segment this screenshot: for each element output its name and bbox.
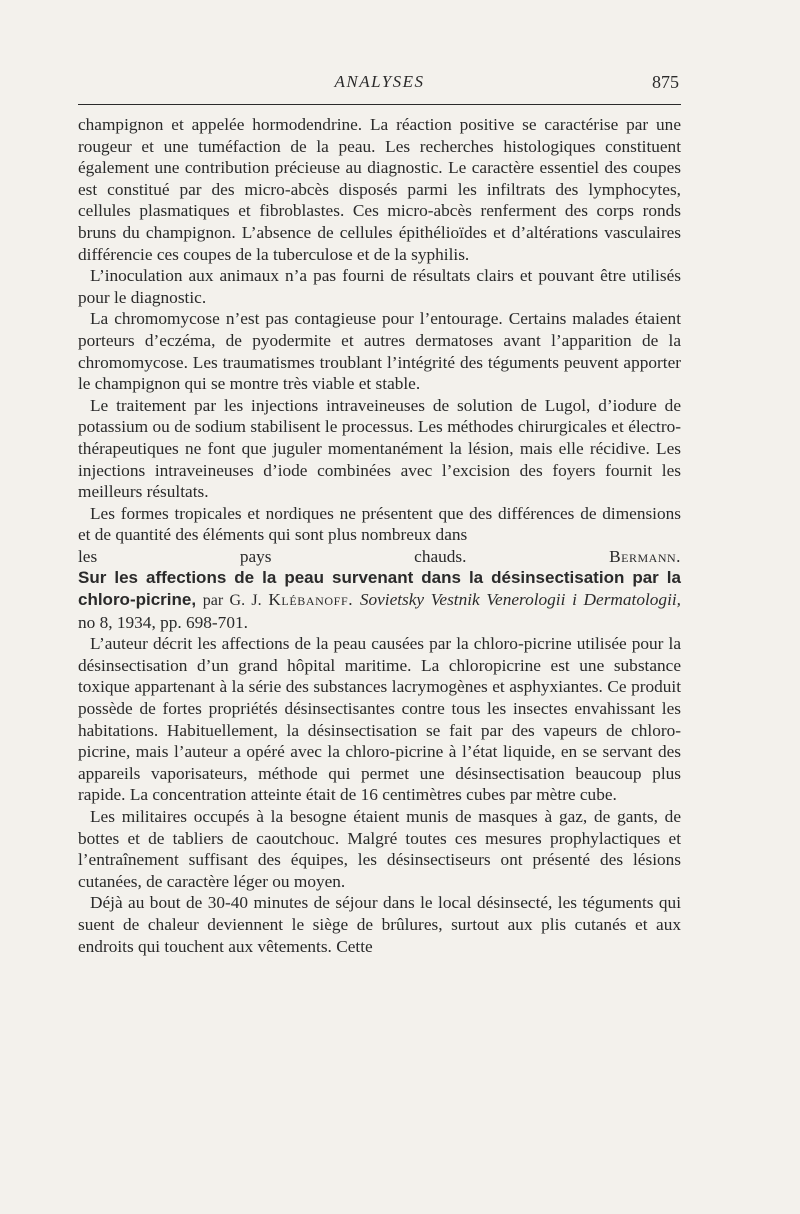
signature: Bermann. — [609, 546, 681, 566]
article-heading — [78, 567, 681, 633]
paragraph-last — [78, 503, 681, 546]
page-number: 875 — [652, 72, 679, 92]
byline-prefix: par G. J. — [202, 592, 262, 610]
paragraph: L’auteur décrit les affections de la peau causées par la chloro-picrine utilisée pour la désinsectisation d’un grand hôpital maritime. La chloropicrine est une substance toxique appartenant à la série des substances lacrymogènes et asphyxiantes. Ce produit possède de fortes propriétés désinsectisantes contre tous les insectes envahissant les habitations. Habituellement, la désinsectisation se fait par des vapeurs de chloro-picrine, mais l’auteur a opéré avec la chloro-picrine à l’état liquide, en se servant des appareils vaporisateurs, méthode qui permet une désinsectisation beaucoup plus rapide. La concentration atteinte était de 16 centimètres cubes par mètre cube. — [78, 634, 681, 805]
paragraph-line: de dimensions et de quantité des éléments qui sont plus nombreux dans — [78, 503, 681, 545]
running-title: ANALYSES — [334, 72, 425, 91]
paragraph: Le traitement par les injections intraveineuses de solution de Lugol, d’iodure de potassium ou de sodium stabilisent le processus. Les méthodes chirurgicales et électro-thérapeutiques ne font que juguler momentanément la lésion, mais elle récidive. Les injections intraveineuses d’iode combinées avec l’excision des foyers fournit les meilleurs résultats. — [78, 395, 681, 502]
page-header — [78, 70, 681, 100]
paragraph: L’inoculation aux animaux n’a pas fourni de résultats clairs et pouvant être utilisés pour le diagnostic. — [78, 266, 681, 307]
author-name: Klébanoff. — [268, 590, 354, 610]
body-text — [78, 114, 681, 957]
paragraph-line: Les formes tropicales et nordiques ne présentent que des différences — [90, 503, 575, 523]
citation-issue: no 8, 1934, pp. 698-701. — [78, 612, 248, 632]
article-title: Sur les affections de la peau survenant dans la désinsectisation par la chloro-picrine, — [78, 568, 681, 610]
paragraph: Déjà au bout de 30-40 minutes de séjour dans le local désinsecté, les téguments qui suent de chaleur deviennent le siège de brûlures, surtout aux plis cutanés et aux endroits qui touchent aux vêtements. Cette — [78, 893, 681, 956]
header-rule — [78, 104, 681, 105]
paragraph: champignon et appelée hormodendrine. La réaction positive se caractérise par une rougeur et une tuméfaction de la peau. Les recherches histologiques constituent également une contribution précieuse au diagnostic. Le caractère essentiel des coupes est constitué par des micro-abcès disposés parmi les infiltrats des lymphocytes, cellules plasmatiques et fibroblastes. Ces micro-abcès renferment des corps ronds bruns du champignon. L’absence de cellules épithélioïdes et d’altérations vasculaires différencie ces coupes de la tuberculose et de la syphilis. — [78, 115, 681, 264]
paragraph: La chromomycose n’est pas contagieuse pour l’entourage. Certains malades étaient porteurs d’eczéma, de pyodermite et autres dermatoses avant l’apparition de la chromomycose. Les traumatismes troublant l’intégrité des téguments peuvent apporter le champignon qui se montre très viable et stable. — [78, 309, 681, 394]
paragraph-line: les pays chauds. — [78, 546, 467, 566]
paragraph: Les militaires occupés à la besogne étaient munis de masques à gaz, de gants, de bottes et de tabliers de caoutchouc. Malgré toutes ces mesures prophylactiques et l’entraînement suffisant des équipes, les désinsectiseurs ont présenté des lésions cutanées, de caractère léger ou moyen. — [78, 807, 681, 891]
journal-name: Sovietsky Vestnik Venerologii i Dermatologii, — [359, 590, 681, 610]
signature-line — [78, 546, 681, 568]
